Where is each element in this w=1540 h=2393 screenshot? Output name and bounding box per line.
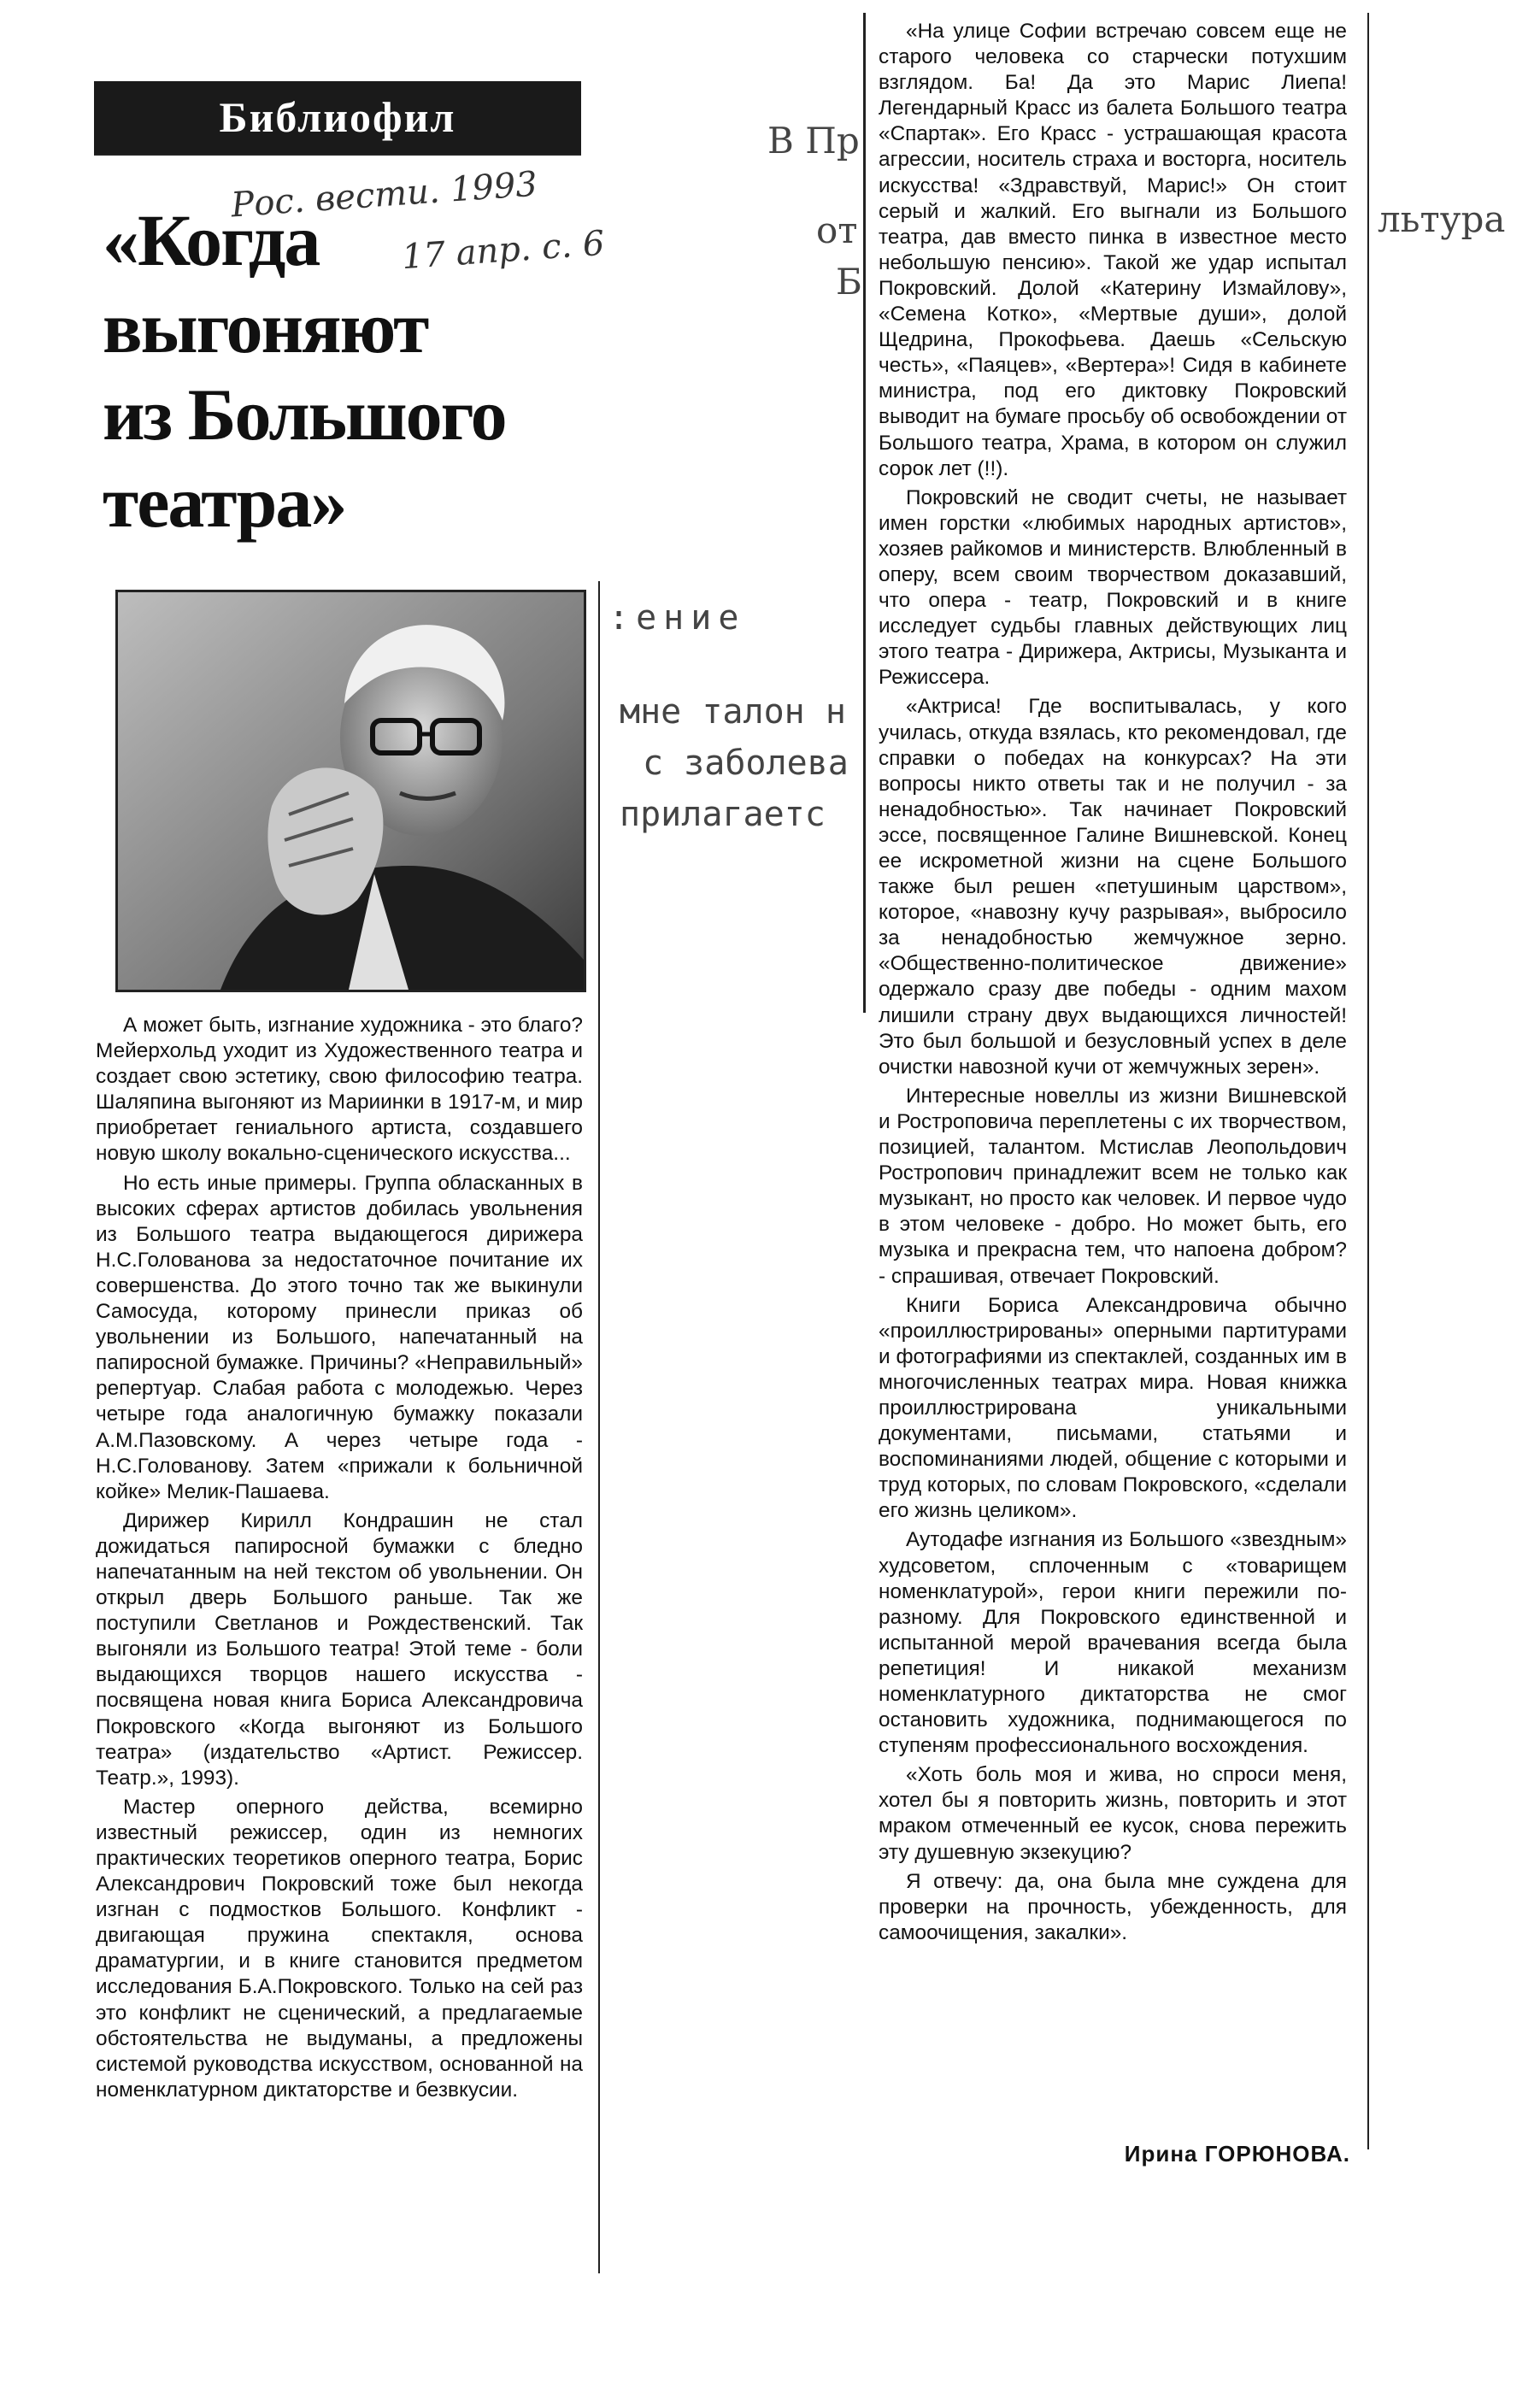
title-line: «Когда bbox=[103, 199, 320, 281]
bleed-text: В Пр bbox=[767, 120, 860, 162]
title-line: из Большого bbox=[103, 373, 506, 456]
title-line: выгоняют bbox=[103, 286, 428, 368]
portrait-photo bbox=[115, 590, 586, 992]
paragraph: «Хоть боль моя и жива, но спроси меня, хотел бы я повторить жизнь, повторить и этот мраком отмеченный ее кусок, снова пережить эту душевную экзекуцию? bbox=[879, 1763, 1347, 1864]
left-column-text bbox=[96, 1013, 583, 2107]
bleed-text: :ение bbox=[608, 598, 746, 638]
article-title bbox=[103, 197, 615, 545]
paragraph: Но есть иные примеры. Группа обласканных в высоких сферах артистов добилась увольнения из Большого театра выдающегося дирижера Н.С.Голованова за недостаточное почитание их совершенства. До этого точно так же выкинули Самосуда, которому принесли приказ об увольнении из Большого, напечатанный на папиросной бумажке. Причины? «Неправильный» репертуар. Слабая работа с молодежью. Через четыре года аналогичную бумажку показали А.М.Пазовскому. А через четыре года - Н.С.Голованову. Затем «прижали к больничной койке» Мелик-Пашаева. bbox=[96, 1171, 583, 1503]
rubric-underline bbox=[94, 154, 581, 164]
paragraph: А может быть, изгнание художника - это благо? Мейерхольд уходит из Художественного театра и создает свою эстетику, свою философию театра. Шаляпина выгоняют из Мариинки в 1917-м, и мир приобретает гениального артиста, создавшего новую школу вокально-сценического искусства... bbox=[96, 1014, 583, 1166]
column-rule-center bbox=[863, 13, 866, 1013]
column-rule-right bbox=[1367, 13, 1369, 2149]
right-column-text bbox=[879, 19, 1347, 1949]
paragraph: Аутодафе изгнания из Большого «звездным» худсоветом, сплоченным с «товарищем номенклатурой», герои книги пережили по-разному. Для Покровского единственной и испытанной мерой врачевания всегда была репетиция! И никакой механизм номенклатурного диктаторства не смог остановить художника, поднимающегося по ступеням профессионального восхождения. bbox=[879, 1528, 1347, 1758]
bleed-text: мне талон н bbox=[620, 692, 846, 732]
title-line: театра» bbox=[103, 461, 346, 543]
paragraph: Дирижер Кирилл Кондрашин не стал дожидаться папиросной бумажки с бледно напечатанным на ней текстом об увольнении. Он открыл дверь Большого раньше. Так же поступили Светланов и Рождественский. Так выгоняли из Большого театра! Этой теме - боли выдающихся творцов нашего искусства - посвящена новая книга Бориса Александровича Покровского «Когда выгоняют из Большого театра» (издательство «Артист. Режиссер. Театр.», 1993). bbox=[96, 1508, 583, 1790]
bleed-text: прилагаетс bbox=[620, 795, 826, 834]
paragraph: «На улице Софии встречаю совсем еще не старого человека со старчески потухшим взглядом. Ба! Да это Марис Лиепа! Легендарный Красс из балета Большого театра «Спартак». Его Красс - устрашающая красота агрессии, носитель страха и восторга, носитель искусства! «Здравствуй, Марис!» Он стоит серый и жалкий. Его выгнали из Большого театра, дав вместо пинка в известное место небольшую пенсию». Такой же удар испытал Покровский. Долой «Катерину Измайлову», «Семена Котко», «Мертвые души», долой Щедрина, Прокофьева. Даешь «Сельскую честь», «Паяцев», «Вертера»! Сидя в кабинете министра, под его диктовку Покровский выводит на бумаге просьбу об освобождении от Большого театра, Храма, в котором он служил сорок лет (!!). bbox=[879, 20, 1347, 480]
bleed-text: Б bbox=[836, 261, 862, 303]
paragraph: Мастер оперного действа, всемирно известный режиссер, один из немногих практических теоретиков оперного театра, Борис Александрович Покровский тоже был некогда изгнан с подмостков Большого. Конфликт - двигающая пружина спектакля, основа драматургии, и в книге становится предметом исследования Б.А.Покровского. Только на сей раз это конфликт не сценический, а предлагаемые обстоятельства не выдуманы, а предложены системой руководства искусством, основанной на номенклатурном диктаторстве и безвкусии. bbox=[96, 1795, 583, 2102]
paragraph: Я отвечу: да, она была мне суждена для проверки на прочность, убежденность, для самоочищения, закалки». bbox=[879, 1869, 1347, 1944]
portrait-photo-icon bbox=[118, 592, 584, 990]
paragraph: Покровский не сводит счеты, не называет имен горстки «любимых народных артистов», хозяев райкомов и министерств. Влюбленный в оперу, всем своим творчеством доказавший, что опера - театр, Покровский и в книге исследует судьбы главных действующих лиц этого театра - Дирижера, Актрисы, Музыканта и Режиссера. bbox=[879, 485, 1347, 690]
bleed-text: с заболева bbox=[643, 744, 849, 783]
bleed-text: льтура bbox=[1378, 198, 1506, 240]
bleed-text: от bbox=[816, 209, 858, 251]
paragraph: Интересные новеллы из жизни Вишневской и Ростроповича переплетены с их творчеством, позицией, талантом. Мстислав Леопольдович Ростропович принадлежит всем не только как музыкант, но просто как человек. И первое чудо в этом человеке - добро. Но может быть, его музыка и прекрасна тем, что напоена добром? - спрашивая, отвечает Покровский. bbox=[879, 1084, 1347, 1288]
author-signature: Ирина ГОРЮНОВА. bbox=[1124, 2141, 1350, 2167]
column-rule-left bbox=[598, 581, 600, 2273]
rubric-banner: Библиофил bbox=[94, 81, 581, 154]
handwritten-note-line1: Рос. вести. 1993 bbox=[229, 164, 539, 226]
handwritten-note-line2: 17 апр. с. 6 bbox=[400, 223, 606, 278]
paragraph: «Актриса! Где воспитывалась, у кого училась, откуда взялась, кто рекомендовал, где справки о победах на конкурсах? На эти вопросы никто ответы так и не получил - за ненадобностью». Так начинает Покровский эссе, посвященное Галине Вишневской. Конец ее искрометной жизни на сцене Большого также был решен «петушиным царством», которое, «навозну кучу разрывая», выбросило за ненадобностью жемчужное зерно. «Общественно-политическое движение» одержало сразу две победы - одним махом лишили страну двух выдающихся личностей! Это был большой и безусловный успех в деле очистки навозной кучи от жемчужных зерен». bbox=[879, 695, 1347, 1079]
paragraph: Книги Бориса Александровича обычно «проиллюстрированы» оперными партитурами и фотографиями из спектаклей, созданных им в многочисленных театрах мира. Новая книжка проиллюстрирована уникальными документами, письмами, статьями и воспоминаниями людей, общение с которыми и труд которых, по словам Покровского, «сделали его жизнь целиком». bbox=[879, 1293, 1347, 1523]
